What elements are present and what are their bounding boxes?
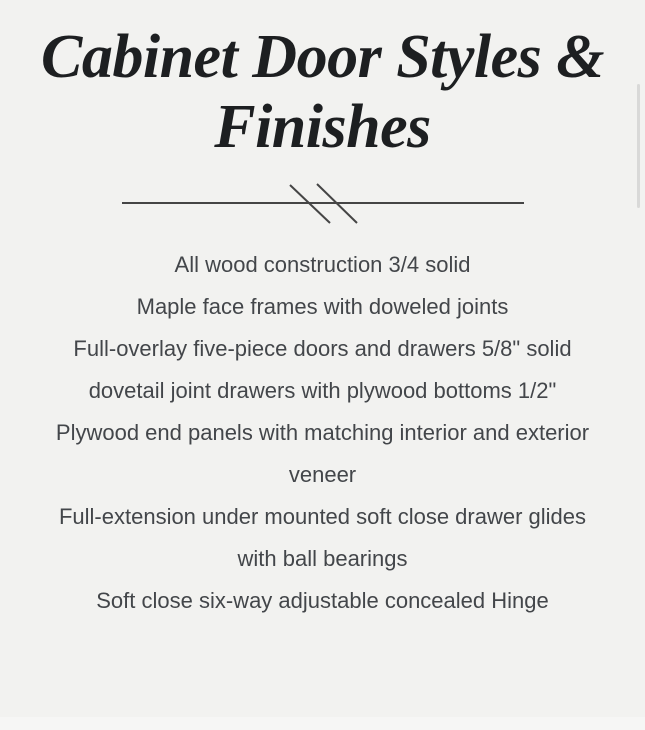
scrollbar-thumb[interactable] (637, 84, 640, 208)
feature-line: Full-extension under mounted soft close drawer glides (58, 504, 587, 529)
feature-line: Soft close six-way adjustable concealed Hinge (96, 588, 549, 613)
feature-line: with ball bearings (237, 546, 408, 571)
slash-divider (0, 182, 645, 226)
feature-line: Full-overlay five-piece doors and drawers 5/8" solid (73, 336, 572, 361)
bottom-strip (0, 717, 645, 730)
feature-line: dovetail joint drawers with plywood bottoms 1/2" (88, 378, 557, 403)
feature-line: Plywood end panels with matching interior and exterior (55, 420, 590, 445)
feature-list (0, 244, 645, 622)
feature-line: Maple face frames with doweled joints (136, 294, 509, 319)
page-title (0, 22, 645, 162)
feature-line: All wood construction 3/4 solid (174, 252, 471, 277)
double-slash-divider-icon (120, 182, 526, 226)
feature-line: veneer (288, 462, 357, 487)
title-line-2: Finishes (214, 93, 431, 161)
title-line-1: Cabinet Door Styles & (40, 23, 605, 91)
